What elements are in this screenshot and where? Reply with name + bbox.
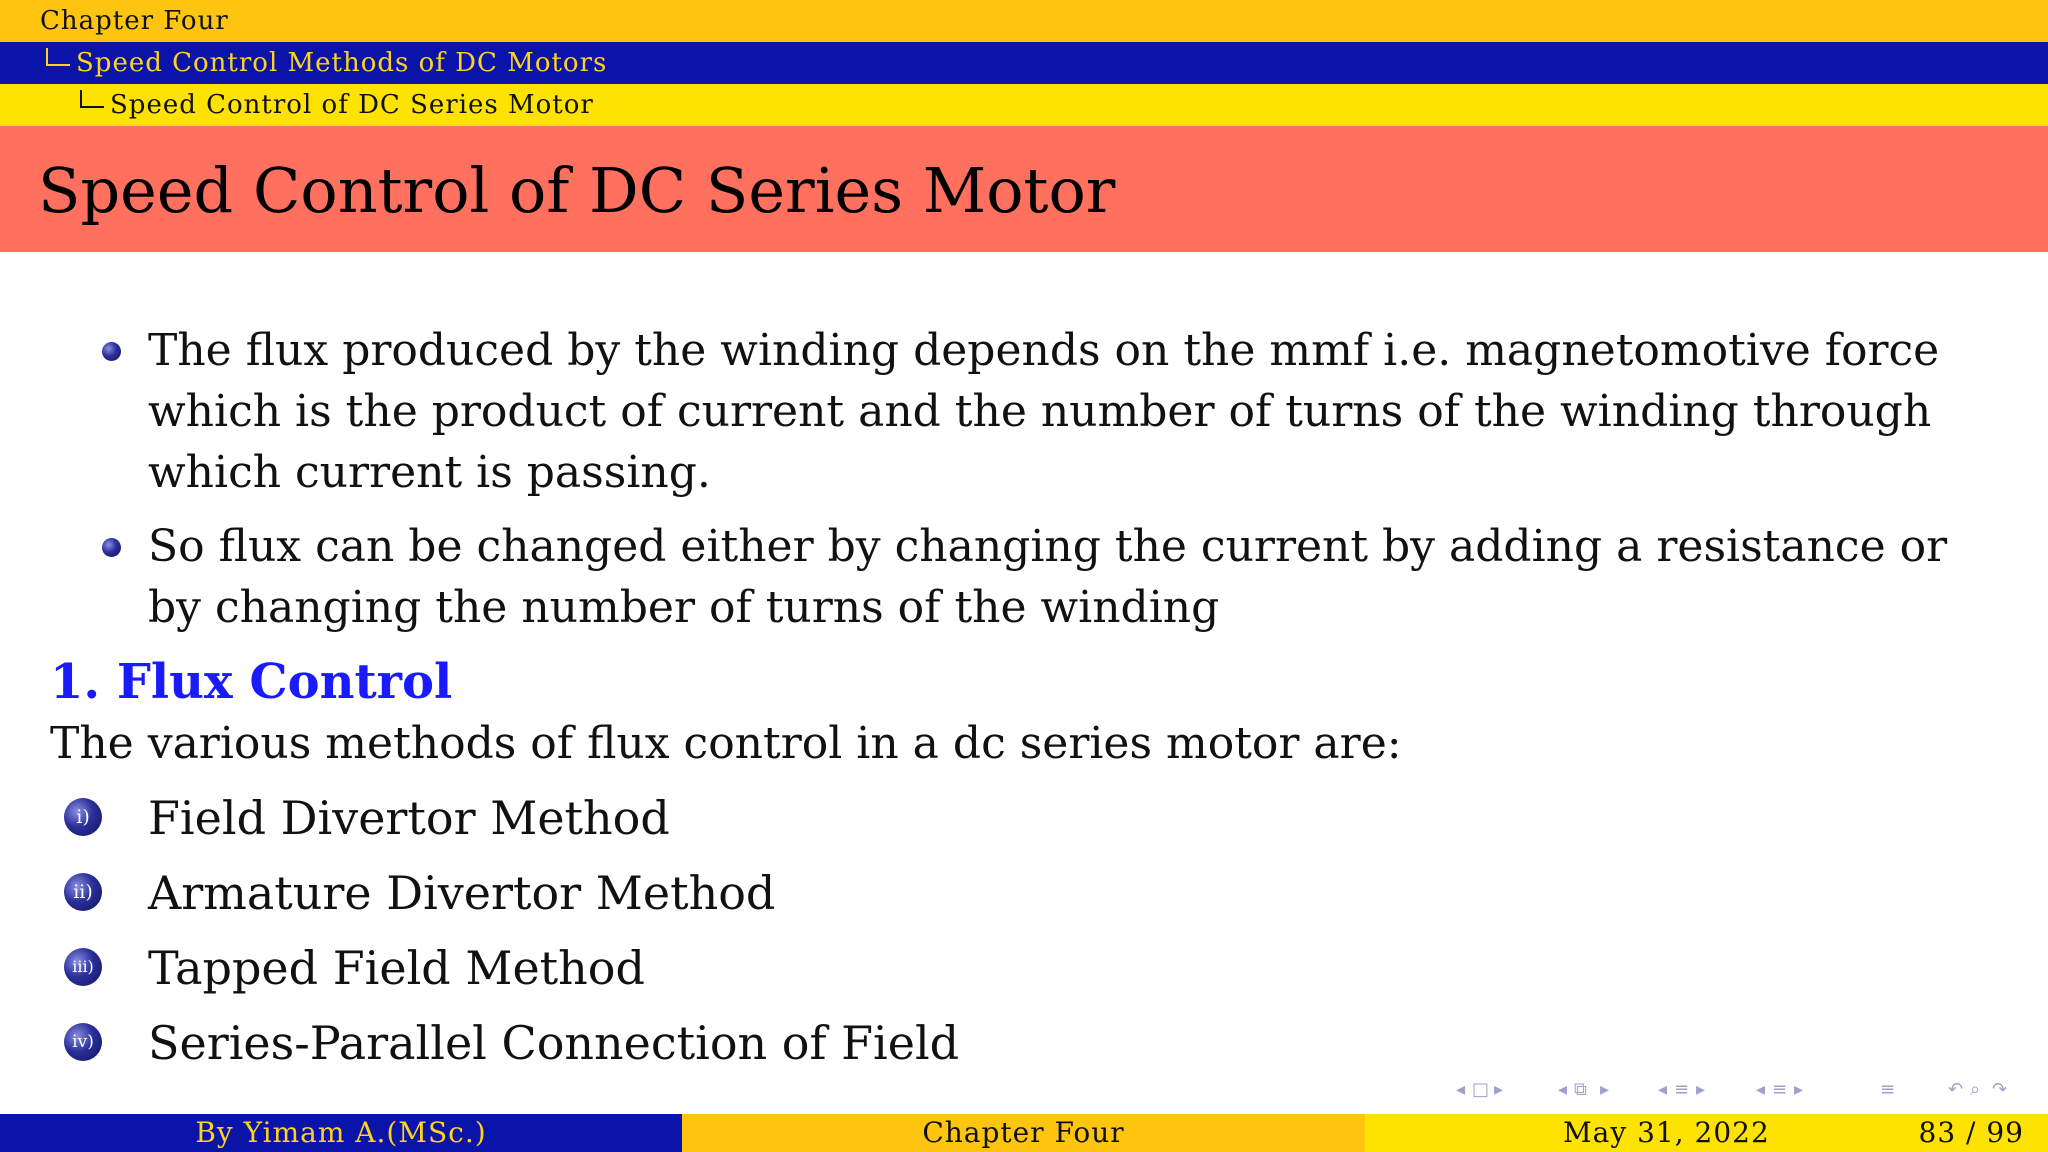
footer-date-page: [1365, 1114, 2048, 1152]
nav-next-subsection-icon[interactable]: ▸: [1600, 1079, 1610, 1100]
frame-title: Speed Control of DC Series Motor: [38, 154, 1116, 227]
enum-marker: iii): [64, 948, 102, 986]
header-subsubsection[interactable]: Speed Control of DC Series Motor: [110, 90, 594, 120]
frame-title-bar: [0, 126, 2048, 252]
navigation-symbols: [1456, 1072, 2036, 1108]
method-label: Armature Divertor Method: [148, 866, 776, 920]
nav-next-doc-icon[interactable]: ▸: [1794, 1079, 1804, 1100]
header-section[interactable]: Chapter Four: [40, 6, 229, 36]
header-subsection-bar: [0, 42, 2048, 84]
section-heading: 1. Flux Control: [50, 654, 453, 710]
nav-align-icon[interactable]: ≡: [1880, 1079, 1896, 1100]
footer-chapter: Chapter Four: [682, 1114, 1365, 1152]
nav-frame-icon[interactable]: □: [1472, 1079, 1490, 1100]
tree-connector-icon: [46, 48, 70, 66]
nav-forward-icon[interactable]: ↷: [1992, 1079, 2008, 1100]
header-section-bar: [0, 0, 2048, 42]
nav-search-icon[interactable]: ⌕: [1970, 1079, 1981, 1100]
bullet-item: [148, 320, 2008, 503]
footer: [0, 1114, 2048, 1152]
enum-marker: ii): [64, 873, 102, 911]
bullet-dot-icon: [102, 342, 121, 361]
method-label: Tapped Field Method: [148, 941, 645, 995]
nav-next-section-icon[interactable]: ▸: [1696, 1079, 1706, 1100]
footer-date: May 31, 2022: [1563, 1116, 1770, 1149]
nav-subsection-icon[interactable]: ⧉: [1574, 1079, 1587, 1100]
bullet-text: So flux can be changed either by changing the current by adding a resistance or by changing the number of turns of the winding: [148, 521, 1948, 633]
footer-page-number: 83 / 99: [1918, 1116, 2024, 1149]
nav-prev-doc-icon[interactable]: ◂: [1756, 1079, 1766, 1100]
header-subsection[interactable]: Speed Control Methods of DC Motors: [76, 48, 608, 78]
bullet-dot-icon: [102, 538, 121, 557]
intro-text: The various methods of flux control in a dc series motor are:: [50, 718, 1402, 769]
bullet-text: The flux produced by the winding depends on the mmf i.e. magnetomotive force which is the product of current and the number of turns of the winding through which current is passing.: [148, 325, 1940, 498]
nav-prev-section-icon[interactable]: ◂: [1658, 1079, 1668, 1100]
header-subsubsection-bar: [0, 84, 2048, 126]
enum-marker: i): [64, 798, 102, 836]
tree-connector-icon: [80, 90, 104, 108]
method-label: Series-Parallel Connection of Field: [148, 1016, 960, 1070]
nav-back-icon[interactable]: ↶: [1948, 1079, 1964, 1100]
method-label: Field Divertor Method: [148, 791, 670, 845]
bullet-item: [148, 516, 2008, 638]
nav-doc-icon[interactable]: ≡: [1772, 1079, 1788, 1100]
enum-marker: iv): [64, 1023, 102, 1061]
nav-prev-subsection-icon[interactable]: ◂: [1558, 1079, 1568, 1100]
nav-prev-frame-icon[interactable]: ◂: [1456, 1079, 1466, 1100]
nav-section-icon[interactable]: ≡: [1674, 1079, 1690, 1100]
nav-next-frame-icon[interactable]: ▸: [1494, 1079, 1504, 1100]
footer-author: By Yimam A.(MSc.): [0, 1114, 682, 1152]
